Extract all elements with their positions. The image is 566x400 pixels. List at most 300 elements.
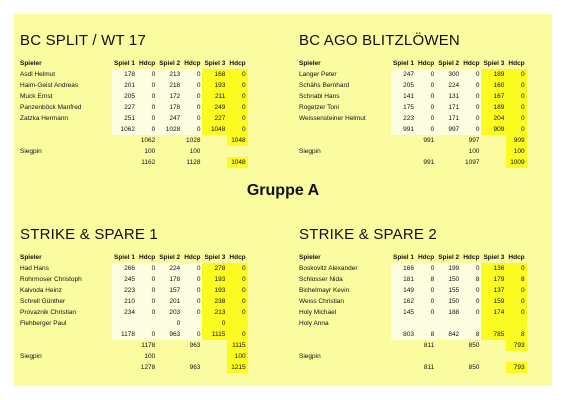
score-cell: 8	[416, 329, 436, 340]
score-cell: 1115	[227, 340, 247, 351]
row-label	[297, 135, 391, 146]
score-cell: 997	[468, 137, 480, 144]
score-cell	[416, 318, 436, 329]
sum-row	[297, 329, 527, 340]
siegpin-row	[297, 351, 527, 362]
score-cell: 0	[227, 80, 247, 91]
column-header: Spiel 1	[393, 60, 414, 67]
score-cell: 247	[391, 69, 416, 80]
score-cell: 991	[423, 137, 435, 144]
score-cell: 145	[391, 307, 416, 318]
column-header: Hdcp	[229, 254, 246, 261]
column-header: Spiel 2	[159, 254, 181, 261]
score-cell	[391, 146, 416, 157]
score-cell: 1048	[202, 124, 227, 135]
group-title: Gruppe A	[246, 182, 320, 199]
player-row	[18, 307, 248, 318]
score-cell: 0	[182, 80, 202, 91]
score-cell: 0	[416, 263, 436, 274]
player-row	[297, 91, 527, 102]
player-name: Bichelmayr Kevin	[299, 287, 350, 294]
score-cell: 0	[137, 296, 157, 307]
score-cell	[391, 340, 416, 351]
score-cell: 0	[137, 113, 157, 124]
player-row	[18, 113, 248, 124]
siegpin-row	[297, 146, 527, 157]
score-cell: 0	[182, 296, 202, 307]
score-cell: 1048	[227, 157, 247, 168]
score-cell: 0	[202, 318, 227, 329]
sum-row	[18, 329, 248, 340]
team-title: STRIKE & SPARE 1	[20, 226, 158, 243]
score-cell: 0	[416, 69, 436, 80]
score-cell: 1278	[140, 364, 156, 371]
total-row	[18, 135, 248, 146]
score-cell: 0	[227, 296, 247, 307]
score-cell: 175	[391, 102, 416, 113]
score-cell: 850	[468, 342, 480, 349]
siegpin-row	[18, 351, 248, 362]
score-cell: 213	[202, 307, 227, 318]
total-row	[18, 340, 248, 351]
team-score-table	[18, 252, 248, 373]
score-cell	[202, 146, 227, 157]
score-cell: 100	[144, 353, 156, 360]
player-row	[297, 80, 527, 91]
score-cell: 803	[391, 329, 416, 340]
column-header: Spieler	[20, 254, 42, 261]
team-score-table	[297, 252, 527, 373]
column-header: Hdcp	[184, 254, 201, 261]
player-name: Holy Anna	[299, 320, 329, 327]
player-row	[18, 80, 248, 91]
score-cell: 0	[416, 285, 436, 296]
column-header: Spieler	[20, 60, 42, 67]
score-cell: 850	[468, 364, 480, 371]
score-cell: 201	[112, 80, 137, 91]
score-cell: 0	[182, 263, 202, 274]
score-cell: 0	[506, 80, 526, 91]
score-cell	[202, 157, 227, 168]
score-cell: 238	[202, 296, 227, 307]
score-cell	[481, 362, 506, 373]
player-name: Kalvoda Heinz	[20, 287, 62, 294]
score-cell: 205	[391, 80, 416, 91]
score-cell: 785	[481, 329, 506, 340]
score-cell: 0	[461, 285, 481, 296]
column-header: Spiel 3	[483, 254, 505, 261]
score-cell: 131	[436, 91, 461, 102]
score-cell: 0	[182, 91, 202, 102]
header-row	[18, 252, 248, 263]
row-label	[18, 124, 112, 135]
score-cell	[202, 362, 227, 373]
score-cell: 100	[189, 148, 201, 155]
score-cell	[436, 351, 461, 362]
player-row	[297, 102, 527, 113]
score-cell: 0	[137, 285, 157, 296]
score-cell: 0	[416, 307, 436, 318]
score-cell	[436, 362, 461, 373]
score-cell	[436, 135, 461, 146]
score-cell: 0	[137, 274, 157, 285]
score-cell: 251	[112, 113, 137, 124]
score-cell: 203	[157, 307, 182, 318]
score-cell: 842	[436, 329, 461, 340]
score-cell: 0	[461, 113, 481, 124]
score-cell: 0	[182, 329, 202, 340]
score-cell	[461, 351, 481, 362]
player-name: Schähs Bernhard	[299, 82, 350, 89]
player-row	[297, 285, 527, 296]
score-cell	[436, 318, 461, 329]
score-cell: 247	[157, 113, 182, 124]
player-row	[18, 274, 248, 285]
score-cell: 0	[182, 102, 202, 113]
score-cell: 157	[157, 285, 182, 296]
player-name: Flehberger Paul	[20, 320, 67, 327]
score-cell: 234	[112, 307, 137, 318]
score-cell: 1178	[112, 329, 137, 340]
row-label	[297, 329, 391, 340]
player-row	[18, 296, 248, 307]
row-label	[297, 157, 391, 168]
score-cell: 155	[436, 285, 461, 296]
player-name: Weiss Christian	[299, 298, 345, 305]
score-cell: 223	[391, 113, 416, 124]
score-cell: 8	[461, 274, 481, 285]
score-cell	[137, 318, 157, 329]
team-score-table	[18, 58, 248, 168]
score-cell: 0	[182, 307, 202, 318]
score-cell: 100	[144, 148, 156, 155]
score-cell: 188	[436, 307, 461, 318]
score-cell: 227	[112, 102, 137, 113]
player-name: Had Hans	[20, 265, 49, 272]
player-row	[18, 263, 248, 274]
score-cell: 1028	[185, 137, 201, 144]
column-header: Hdcp	[184, 60, 201, 67]
total-row	[297, 135, 527, 146]
score-cell: 8	[416, 274, 436, 285]
score-cell: 0	[506, 296, 526, 307]
score-cell: 266	[112, 263, 137, 274]
column-header: Spiel 3	[204, 60, 226, 67]
row-label	[18, 157, 112, 168]
score-cell: 0	[227, 307, 247, 318]
score-cell: 213	[157, 69, 182, 80]
score-cell: 1009	[506, 157, 526, 168]
score-cell: 963	[189, 364, 201, 371]
score-cell: 0	[157, 318, 182, 329]
score-cell: 0	[182, 69, 202, 80]
player-name: Schnabl Hans	[299, 93, 340, 100]
score-cell	[461, 318, 481, 329]
score-cell: 1115	[202, 329, 227, 340]
score-cell	[112, 351, 137, 362]
score-cell: 189	[481, 69, 506, 80]
siegpin-row	[18, 146, 248, 157]
score-cell: 0	[461, 91, 481, 102]
score-cell: 0	[137, 102, 157, 113]
score-cell: 205	[112, 91, 137, 102]
score-cell: 136	[481, 263, 506, 274]
score-cell: 997	[436, 124, 461, 135]
score-cell: 0	[137, 91, 157, 102]
score-cell: 0	[137, 124, 157, 135]
score-cell: 171	[436, 102, 461, 113]
row-label: Siegpin	[20, 353, 42, 360]
score-cell: 162	[391, 296, 416, 307]
score-cell: 963	[157, 329, 182, 340]
player-name: Schlosser Nida	[299, 276, 343, 283]
score-cell: 178	[157, 274, 182, 285]
score-cell: 149	[391, 285, 416, 296]
score-cell	[416, 146, 436, 157]
score-cell: 991	[423, 159, 435, 166]
score-cell: 137	[481, 285, 506, 296]
score-cell: 811	[423, 364, 435, 371]
row-label	[18, 362, 112, 373]
score-cell	[157, 362, 182, 373]
score-cell: 0	[506, 113, 526, 124]
score-cell: 150	[436, 296, 461, 307]
score-cell	[436, 157, 461, 168]
player-name: Schrell Günther	[20, 298, 66, 305]
score-cell: 1128	[186, 159, 201, 166]
score-cell: 0	[506, 307, 526, 318]
score-cell	[202, 135, 227, 146]
score-cell: 1062	[112, 124, 137, 135]
column-header: Spiel 3	[483, 60, 505, 67]
score-cell: 189	[481, 102, 506, 113]
score-cell: 0	[227, 102, 247, 113]
score-cell: 0	[137, 263, 157, 274]
score-cell: 166	[391, 263, 416, 274]
score-sheet	[14, 14, 552, 386]
player-name: Holy Michael	[299, 309, 337, 316]
score-cell: 1162	[141, 159, 156, 166]
score-cell: 159	[481, 296, 506, 307]
column-header: Spiel 2	[438, 254, 460, 261]
column-header: Hdcp	[508, 60, 525, 67]
score-cell: 0	[227, 91, 247, 102]
score-cell	[436, 340, 461, 351]
score-cell: 8	[506, 274, 526, 285]
score-cell: 0	[227, 285, 247, 296]
score-cell: 0	[506, 102, 526, 113]
score-cell: 0	[182, 124, 202, 135]
total-row	[297, 340, 527, 351]
score-cell	[481, 340, 506, 351]
score-cell: 168	[202, 69, 227, 80]
score-cell: 193	[202, 80, 227, 91]
score-cell: 8	[461, 329, 481, 340]
score-cell: 909	[481, 124, 506, 135]
score-cell: 0	[227, 263, 247, 274]
column-header: Hdcp	[138, 254, 156, 261]
score-cell: 249	[202, 102, 227, 113]
score-cell: 0	[506, 285, 526, 296]
score-cell: 178	[157, 102, 182, 113]
score-cell: 0	[182, 285, 202, 296]
score-cell: 1178	[141, 342, 156, 349]
player-name: Muck Ernst	[20, 93, 53, 100]
score-cell: 0	[182, 274, 202, 285]
score-cell: 963	[189, 342, 201, 349]
final-row	[18, 157, 248, 168]
score-cell: 100	[506, 146, 526, 157]
score-cell: 300	[436, 69, 461, 80]
player-name: Provaznik Christian	[20, 309, 76, 316]
score-cell	[481, 135, 506, 146]
score-cell	[112, 362, 137, 373]
score-cell: 278	[202, 263, 227, 274]
score-cell	[227, 318, 247, 329]
score-cell: 793	[506, 340, 526, 351]
score-cell: 0	[461, 263, 481, 274]
score-cell	[112, 157, 137, 168]
score-cell: 0	[461, 69, 481, 80]
score-cell: 181	[391, 274, 416, 285]
player-name: Weissensteiner Helmut	[299, 115, 366, 122]
score-cell: 224	[157, 263, 182, 274]
score-cell: 0	[461, 80, 481, 91]
column-header: Spieler	[299, 60, 321, 67]
score-cell	[112, 340, 137, 351]
score-cell: 1097	[464, 159, 480, 166]
row-label: Siegpin	[299, 148, 321, 155]
score-cell	[157, 146, 182, 157]
score-cell: 0	[416, 80, 436, 91]
row-label	[297, 362, 391, 373]
score-cell: 0	[137, 69, 157, 80]
score-cell: 224	[436, 80, 461, 91]
header-row	[297, 58, 527, 69]
score-cell	[506, 318, 526, 329]
score-cell	[391, 157, 416, 168]
team-title: STRIKE & SPARE 2	[299, 226, 437, 243]
column-header: Spiel 2	[159, 60, 181, 67]
player-row	[297, 318, 527, 329]
sum-row	[18, 124, 248, 135]
row-label: Siegpin	[20, 148, 42, 155]
header-row	[297, 252, 527, 263]
player-row	[18, 69, 248, 80]
score-cell: 0	[461, 102, 481, 113]
score-cell	[202, 351, 227, 362]
score-cell: 199	[436, 263, 461, 274]
score-cell: 193	[202, 274, 227, 285]
team-title: BC AGO BLITZLÖWEN	[299, 32, 460, 49]
score-cell: 1028	[157, 124, 182, 135]
final-row	[297, 362, 527, 373]
score-cell: 245	[112, 274, 137, 285]
score-cell: 167	[481, 91, 506, 102]
score-cell: 210	[112, 296, 137, 307]
row-label	[297, 124, 391, 135]
player-name: Asdl Helmut	[20, 71, 56, 78]
score-cell: 0	[506, 263, 526, 274]
final-row	[18, 362, 248, 373]
score-cell	[391, 351, 416, 362]
score-cell	[506, 351, 526, 362]
score-cell: 1062	[140, 137, 156, 144]
score-cell: 909	[506, 135, 526, 146]
score-cell: 0	[227, 113, 247, 124]
score-cell	[157, 157, 182, 168]
score-cell: 991	[391, 124, 416, 135]
score-cell: 0	[461, 124, 481, 135]
player-row	[297, 296, 527, 307]
header-row	[18, 58, 248, 69]
final-row	[297, 157, 527, 168]
score-cell: 0	[506, 69, 526, 80]
score-cell	[112, 146, 137, 157]
score-cell: 193	[202, 285, 227, 296]
player-name: Panzenböck Manfred	[20, 104, 82, 111]
player-row	[18, 318, 248, 329]
score-cell: 0	[461, 307, 481, 318]
player-name: Langer Peter	[299, 71, 337, 78]
column-header: Hdcp	[463, 60, 480, 67]
score-cell: 0	[416, 91, 436, 102]
player-name: Haim-Geist Andreas	[20, 82, 79, 89]
player-row	[297, 69, 527, 80]
score-cell: 1048	[227, 135, 247, 146]
score-cell: 150	[436, 274, 461, 285]
score-cell: 0	[416, 113, 436, 124]
score-cell: 0	[416, 124, 436, 135]
score-cell: 0	[416, 296, 436, 307]
score-cell	[157, 351, 182, 362]
player-row	[297, 263, 527, 274]
score-cell	[481, 146, 506, 157]
player-row	[18, 91, 248, 102]
score-cell: 100	[468, 148, 480, 155]
score-cell: 1215	[227, 362, 247, 373]
score-cell: 0	[227, 329, 247, 340]
score-cell: 811	[423, 342, 435, 349]
score-cell: 160	[481, 80, 506, 91]
score-cell: 8	[506, 329, 526, 340]
score-cell	[227, 146, 247, 157]
team-score-table	[297, 58, 527, 168]
player-name: Zatzka Hermann	[20, 115, 69, 122]
column-header: Spiel 1	[114, 254, 135, 261]
score-cell: 174	[481, 307, 506, 318]
row-label	[18, 340, 112, 351]
team-title: BC SPLIT / WT 17	[20, 32, 147, 49]
column-header: Hdcp	[463, 254, 480, 261]
score-cell	[157, 135, 182, 146]
player-row	[297, 307, 527, 318]
score-cell	[182, 318, 202, 329]
column-header: Hdcp	[229, 60, 246, 67]
score-cell: 227	[202, 113, 227, 124]
score-cell: 223	[112, 285, 137, 296]
score-cell: 100	[227, 351, 247, 362]
column-header: Hdcp	[508, 254, 525, 261]
score-cell: 0	[416, 102, 436, 113]
score-cell	[182, 351, 202, 362]
score-cell	[436, 146, 461, 157]
column-header: Hdcp	[417, 60, 435, 67]
score-cell: 0	[227, 124, 247, 135]
score-cell: 793	[506, 362, 526, 373]
score-cell	[202, 340, 227, 351]
score-cell	[112, 135, 137, 146]
